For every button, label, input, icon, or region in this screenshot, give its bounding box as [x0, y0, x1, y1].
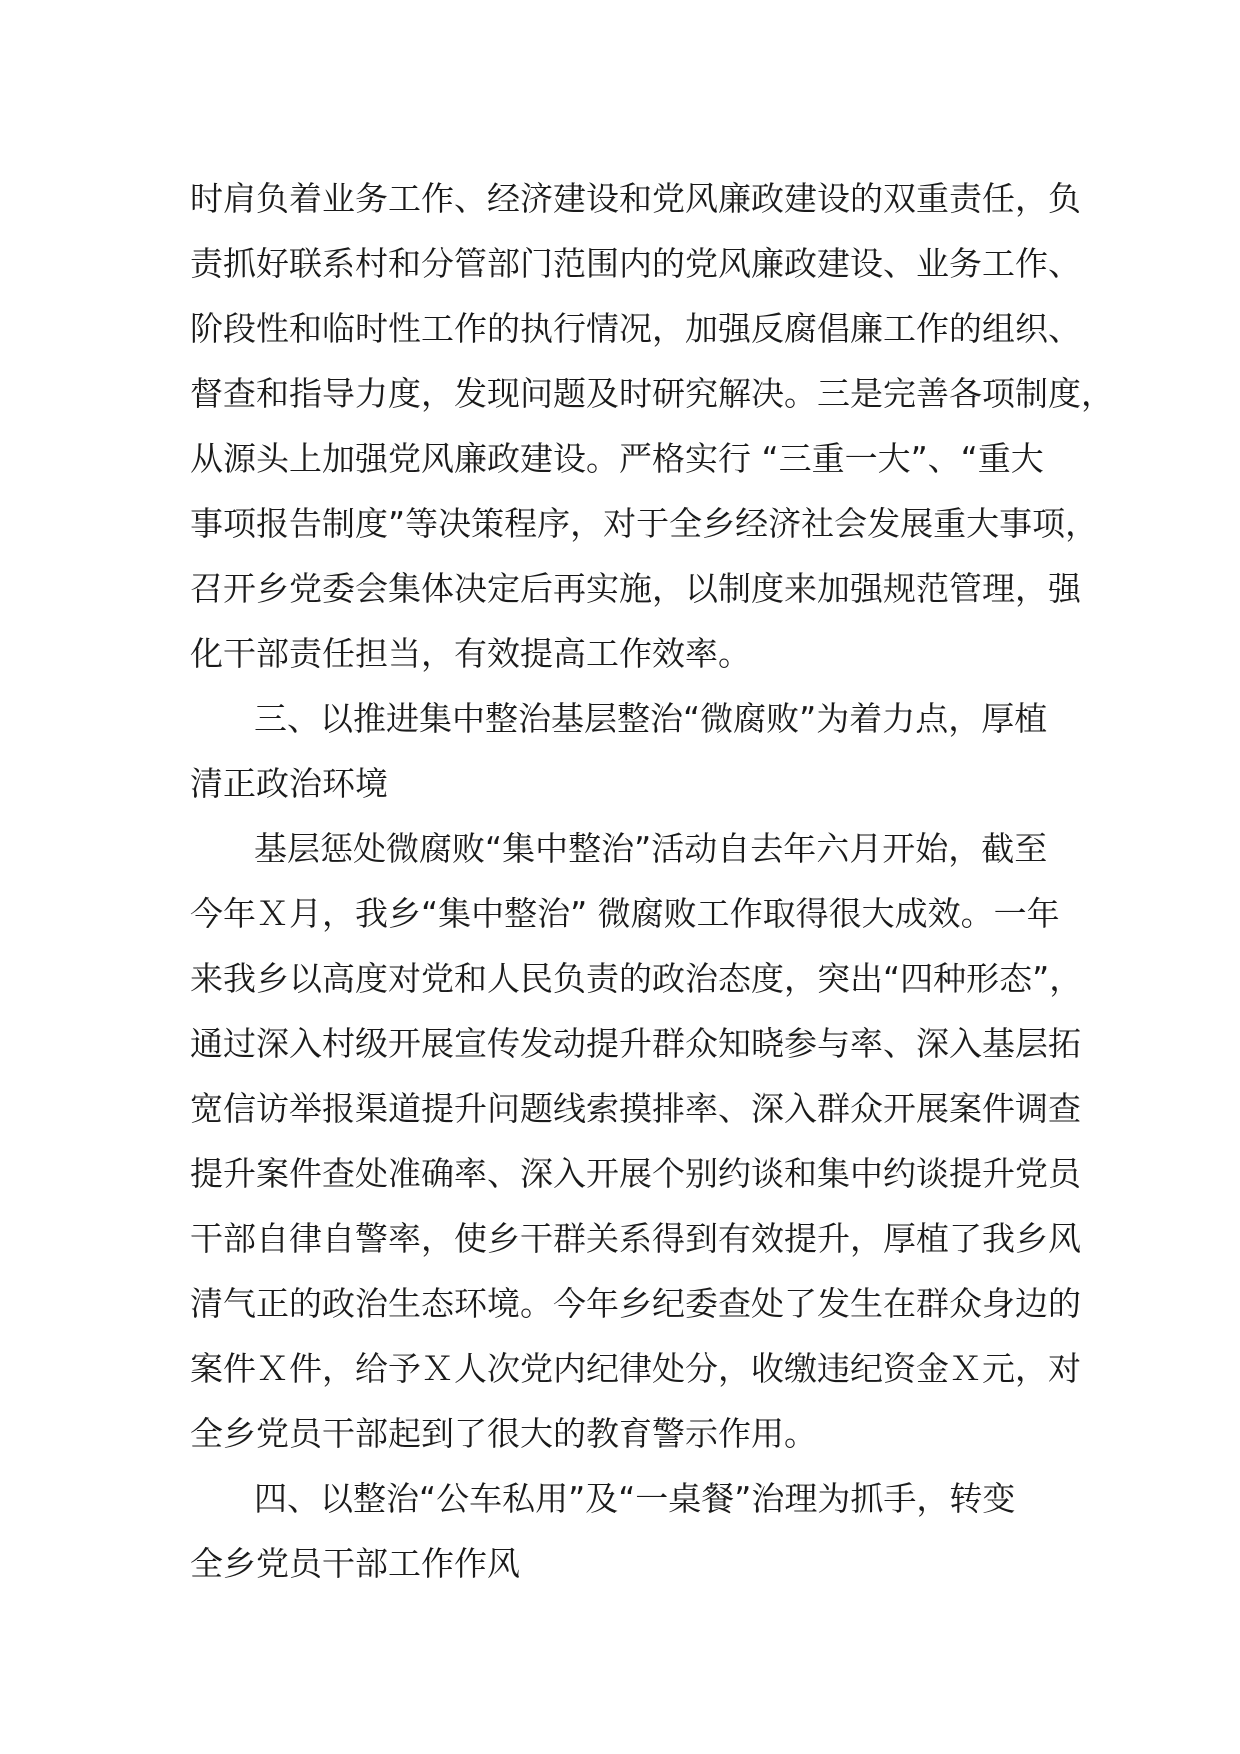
section-heading-3-cont: 清正政治环境	[190, 764, 388, 803]
text-line: 责抓好联系村和分管部门范围内的党风廉政建设、业务工作、	[190, 244, 1081, 283]
text-line: 通过深入村级开展宣传发动提升群众知晓参与率、深入基层拓	[190, 1024, 1081, 1063]
text-line: 提升案件查处准确率、深入开展个别约谈和集中约谈提升党员	[190, 1154, 1081, 1193]
text-line: 召开乡党委会集体决定后再实施，以制度来加强规范管理，强	[190, 569, 1081, 608]
text-line: 来我乡以高度对党和人民负责的政治态度，突出“四种形态”，	[190, 959, 1083, 998]
text-line: 事项报告制度”等决策程序，对于全乡经济社会发展重大事项，	[190, 504, 1099, 543]
text-line: 化干部责任担当，有效提高工作效率。	[190, 634, 751, 673]
text-line: 督查和指导力度，发现问题及时研究解决。三是完善各项制度，	[190, 374, 1114, 413]
text-line: 今年Ｘ月，我乡“集中整治” 微腐败工作取得很大成效。一年	[190, 894, 1060, 933]
text-line: 从源头上加强党风廉政建设。严格实行 “三重一大”、“重大	[190, 439, 1044, 478]
text-line: 干部自律自警率，使乡干群关系得到有效提升，厚植了我乡风	[190, 1219, 1081, 1258]
body-text	[190, 166, 1114, 1596]
section-heading-4-cont: 全乡党员干部工作作风	[190, 1544, 520, 1583]
text-line: 全乡党员干部起到了很大的教育警示作用。	[190, 1414, 817, 1453]
section-heading-3: 三、以推进集中整治基层整治“微腐败”为着力点，厚植	[254, 699, 1048, 738]
text-line: 案件Ｘ件，给予Ｘ人次党内纪律处分，收缴违纪资金Ｘ元，对	[190, 1349, 1081, 1388]
section-heading-4: 四、以整治“公车私用”及“一桌餐”治理为抓手，转变	[254, 1479, 1016, 1518]
text-line: 基层惩处微腐败“集中整治”活动自去年六月开始，截至	[254, 829, 1048, 868]
text-line: 阶段性和临时性工作的执行情况，加强反腐倡廉工作的组织、	[190, 309, 1081, 348]
text-line: 清气正的政治生态环境。今年乡纪委查处了发生在群众身边的	[190, 1284, 1081, 1323]
text-line: 宽信访举报渠道提升问题线索摸排率、深入群众开展案件调查	[190, 1089, 1081, 1128]
text-line: 时肩负着业务工作、经济建设和党风廉政建设的双重责任，负	[190, 179, 1081, 218]
